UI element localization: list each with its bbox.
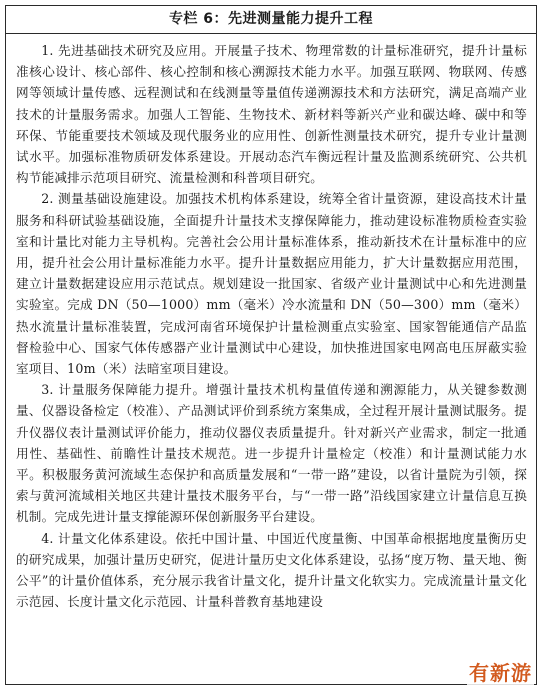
paragraph-basic-research: 1. 先进基础技术研究及应用。开展量子技术、物理常数的计量标准研究，提升计量标准核心设计、核心部件、核心控制和核心溯源技术能力水平。加强互联网、物联网、传感网等领域计量传感、远程测试和在线测量等量值传递溯源技术和方法研究，满足高端产业技术的计量服务需求。加强人工智能、生物技术、新材料等新兴产业和碳达峰、碳中和等环保、节能重要技术领域及现代服务业的应用性、创新性测量技术研究，提升专业计量测试水平。加强标准物质研发体系建设。开展动态汽车衡远程计量及监测系统研究、公共机构节能减排示范项目研究、流量检测和科普项目研究。 [16,43,527,186]
paragraph-service-capability: 3. 计量服务保障能力提升。增强计量技术机构量值传递和溯源能力，从关键参数测量、仪器设备检定（校准）、产品测试评价到系统方案集成，全过程开展计量测试服务。提升仪器仪表计量测试评价能力，推动仪器仪表质量提升。针对新兴产业需求，制定一批通用性、基础性、前瞻性计量技术规范。进一步提升计量检定（校准）和计量测试能力水平。积极服务黄河流域生态保护和高质量发展和“一带一路”建设，以省计量院为引领，探索与黄河流域相关地区共建计量技术服务平台，与“一带一路”沿线国家建立计量信息互换机制。完成先进计量支撑能源环保创新服务平台建设。 [16,382,527,525]
column-body [6,34,536,612]
paragraph-infrastructure: 2. 测量基础设施建设。加强技术机构体系建设，统筹全省计量资源，建设高技术计量服务和科研试验基础设施，全面提升计量技术支撑保障能力，推动建设标准物质检查实验室和计量比对能力主导机构。完善社会公用计量标准体系，推动新技术在计量标准中的应用，提升社会公用计量标准能力水平。提升计量数据应用能力，扩大计量数据应用范围，建立计量数据建设应用示范试点。规划建设一批国家、省级产业计量测试中心和先进测量实验室。完成 DN（50—1000）mm（毫米）冷水流量和 DN（50—300）mm（毫米）热水流量计量标准装置，完成河南省环境保护计量检测重点实验室、国家智能通信产品监督检验中心、国家气体传感器产业计量测试中心建设，加快推进国家电网高电压屏蔽实验室项目、10m（米）法暗室项目建设。 [16,191,527,377]
paragraph-culture-system: 4. 计量文化体系建设。依托中国计量、中国近代度量衡、中国革命根据地度量衡历史的研究成果，加强计量历史研究，促进计量历史文化体系建设，弘扬“度万物、量天地、衡公平”的计量价值体系，充分展示我省计量文化，提升计量文化软实力。完成流量计量文化示范园、长度计量文化示范园、计量科普教育基地建设 [16,530,527,610]
column-title: 专栏 6：先进测量能力提升工程 [6,6,536,34]
watermark-logo: 有新游 [467,657,534,686]
column-box [5,5,537,685]
